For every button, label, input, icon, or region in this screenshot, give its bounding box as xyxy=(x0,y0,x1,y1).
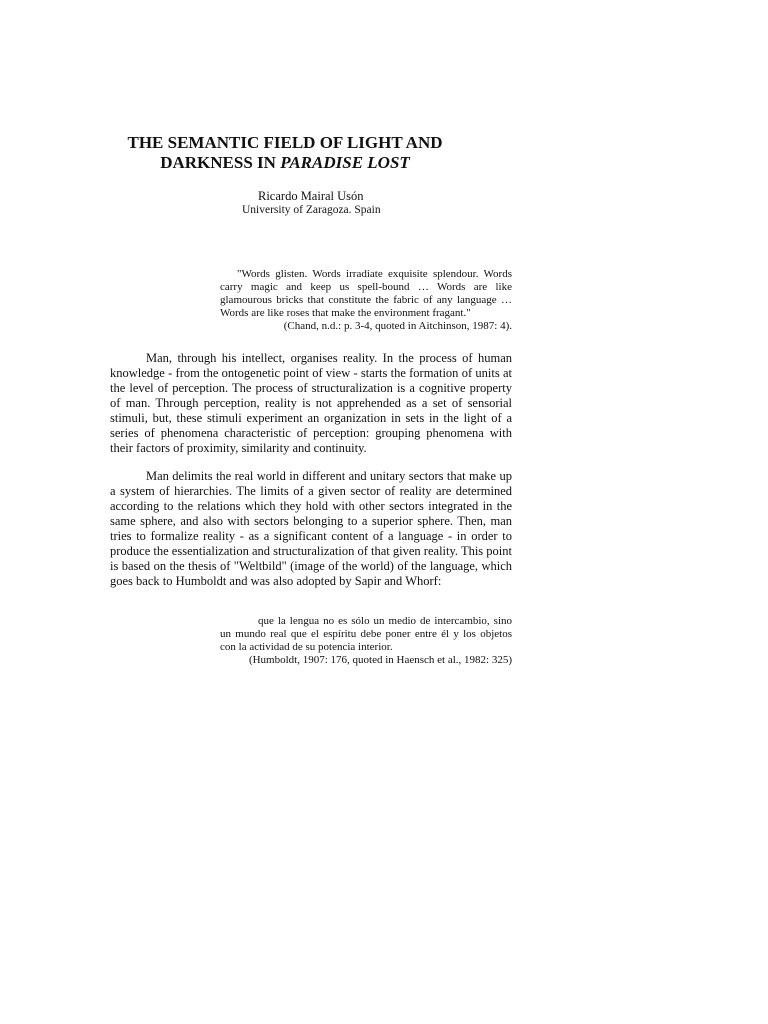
body-paragraph-2: Man delimits the real world in different and unitary sectors that make up a system of hierarchies. The limits of a given sector of reality are determined according to the relations which they hold with other sectors integrated in the same sphere, and also with sectors belonging to a superior sphere. Then, man tries to formalize reality - as a significant content of a language - in order to produce the essentialization and structuralization of that given reality. This point is based on the thesis of "Weltbild" (image of the world) of the language, which goes back to Humboldt and was also adopted by Sapir and Whorf: xyxy=(110,469,512,588)
epigraph-quote-1 xyxy=(220,268,512,333)
title-line-1: THE SEMANTIC FIELD OF LIGHT AND xyxy=(127,133,443,152)
title-line-2 xyxy=(120,153,450,173)
block-quote-2-citation: (Humboldt, 1907: 176, quoted in Haensch et al., 1982: 325) xyxy=(248,654,512,666)
author-affiliation: University of Zaragoza. Spain xyxy=(242,204,381,216)
title-work-name: PARADISE LOST xyxy=(280,153,410,172)
paper-title xyxy=(120,133,450,173)
block-quote-2-text: que la lengua no es sólo un medio de intercambio, sino un mundo real que el espíritu debe poner entre él y los objetos con la actividad de su potencia interior. xyxy=(220,615,512,653)
epigraph-1-citation: (Chand, n.d.: p. 3-4, quoted in Aitchinson, 1987: 4). xyxy=(283,320,512,332)
body-paragraph-1: Man, through his intellect, organises reality. In the process of human knowledge - from the ontogenetic point of view - starts the formation of units at the level of perception. The process of structuralization is a cognitive property of man. Through perception, reality is not apprehended as a set of sensorial stimuli, but, these stimuli experiment an organization in sets in the light of a series of phenomena characteristic of perception: grouping phenomena with their factors of proximity, similarity and continuity. xyxy=(110,351,512,455)
epigraph-1-text: "Words glisten. Words irradiate exquisite splendour. Words carry magic and keep us spell-bound … Words are like glamourous bricks that constitute the fabric of any language … Words are like roses that make the environment fragant." xyxy=(220,268,512,319)
block-quote-2 xyxy=(220,615,512,667)
title-line-2-prefix: DARKNESS IN xyxy=(160,153,281,172)
author-name: Ricardo Mairal Usón xyxy=(258,189,364,203)
